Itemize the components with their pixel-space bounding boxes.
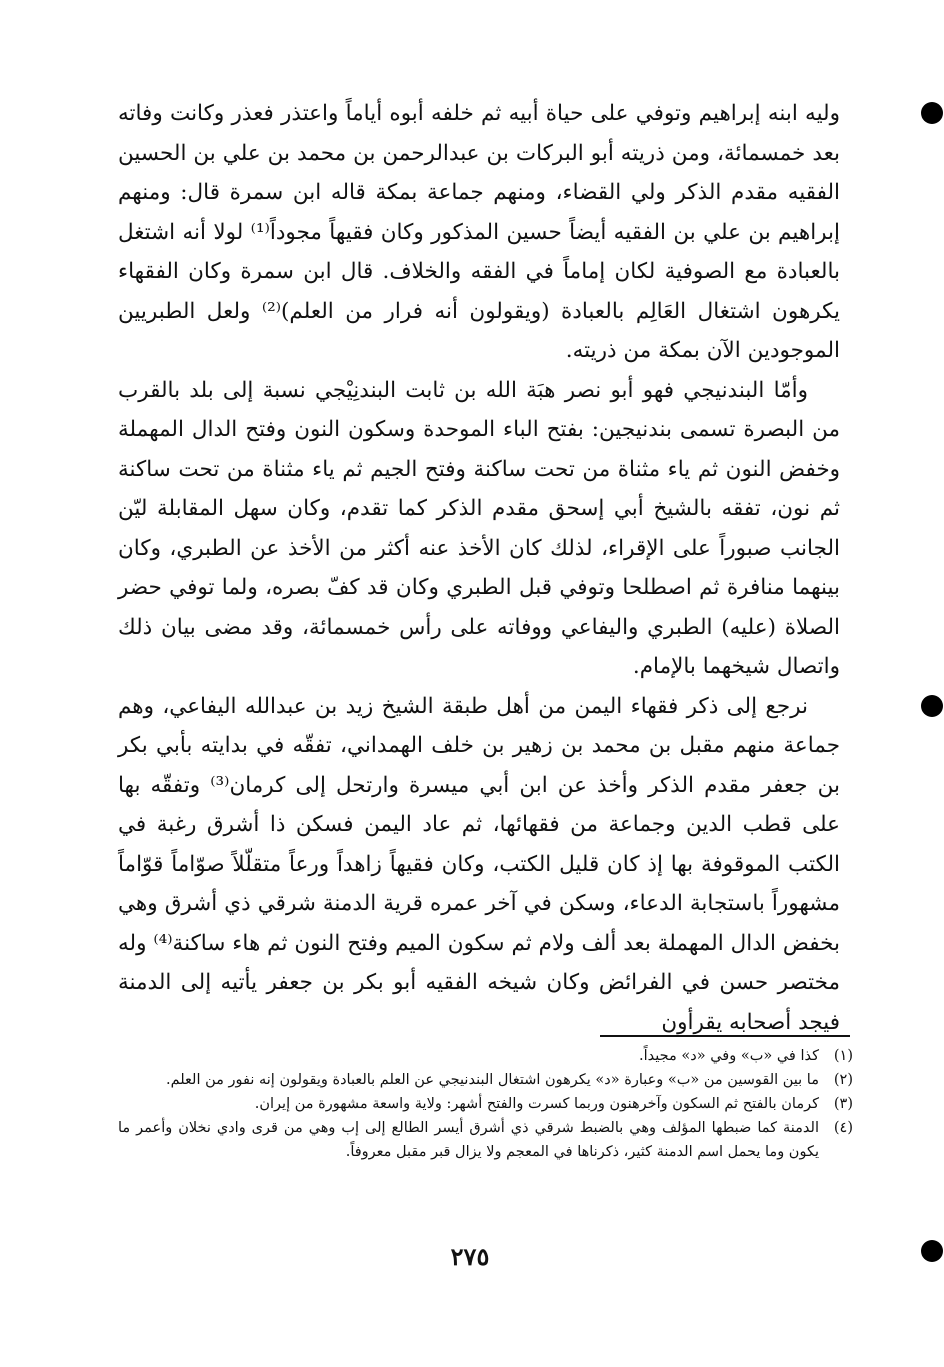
main-text <box>118 94 840 1042</box>
footnote-1 <box>118 1044 853 1068</box>
paragraph-3: نرجع إلى ذكر فقهاء اليمن من أهل طبقة الشيخ زيد بن عبدالله اليفاعي، وهم جماعة منهم مقبل بن محمد بن زهير بن خلف الهمداني، تفقّه في بدايته بأبي بكر بن جعفر مقدم الذكر وأخذ عن ابن أبي ميسرة وارتحل إلى كرمان⁽³⁾ وتفقّه بها على قطب الدين وجماعة من فقهائها، ثم عاد اليمن فسكن ذا أشرق رغبة في الكتب الموقوفة بها إذ كان قليل الكتب، وكان فقيهاً زاهداً ورعاً متقلّلاً صوّاماً قوّاماً مشهوراً باستجابة الدعاء، وسكن في آخر عمره قرية الدمنة شرقي ذي أشرق وهي بخفض الدال المهملة بعد ألف ولام ثم سكون الميم وفتح النون ثم هاء ساكنة⁽⁴⁾ وله مختصر حسن في الفرائض وكان شيخه الفقيه أبو بكر بن جعفر يأتيه إلى الدمنة فيجد أصحابه يقرأون <box>118 693 841 1035</box>
footnote-text: ما بين القوسين من «ب» وعبارة «د» يكرهون اشتغال البندنيجي عن العلم بالعبادة ويقولون إنه نفور من العلم. <box>166 1072 819 1088</box>
footnote-separator <box>600 1035 850 1037</box>
footnote-3 <box>118 1092 853 1116</box>
margin-dot-top <box>921 102 943 124</box>
footnote-4 <box>118 1116 853 1164</box>
footnote-2 <box>118 1068 853 1092</box>
footnote-number: (٤) <box>833 1120 853 1136</box>
margin-dot-bottom <box>921 1240 943 1262</box>
paragraph-2: وأمّا البندنيجي فهو أبو نصر هبَة الله بن ثابت البندنِيْجي نسبة إلى بلد بالقرب من البصرة تسمى بندنيجين: بفتح الباء الموحدة وسكون النون وفتح الدال المهملة وخفض النون ثم ياء مثناة من تحت ساكنة وفتح الجيم ثم ياء مثناة من تحت ساكنة ثم نون، تفقه بالشيخ أبي إسحق مقدم الذكر كما تقدم، وكان سهل المقابلة ليّن الجانب صبوراً على الإقراء، لذلك كان الأخذ عنه أكثر من الأخذ عن الطبري، وكان بينهما منافرة ثم اصطلحا وتوفي قبل الطبري وكان قد كفّ بصره، ولما توفي حضر الصلاة (عليه) الطبري واليفاعي ووفاته على رأس خمسمائة، وقد مضى بيان ذلك واتصال شيخهما بالإمام. <box>118 377 840 679</box>
footnote-text: كرمان بالفتح ثم السكون وآخرهنون وربما كسرت والفتح أشهر: ولاية واسعة مشهورة من إيران. <box>254 1096 819 1112</box>
footnotes <box>118 1044 853 1164</box>
margin-dot-middle <box>921 695 943 717</box>
footnote-text: كذا في «ب» وفي «د» مجيداً. <box>639 1048 819 1064</box>
footnote-number: (٣) <box>833 1096 853 1112</box>
paragraph-1: وليه ابنه إبراهيم وتوفي على حياة أبيه ثم خلفه أبوه أياماً واعتذر فعذر وكانت وفاته بعد خمسمائة، ومن ذريته أبو البركات بن عبدالرحمن بن محمد بن علي بن الحسين الفقيه مقدم الذكر ولي القضاء، ومنهم جماعة بمكة قاله ابن سمرة قال: ومنهم إبراهيم بن علي بن الفقيه أيضاً حسين المذكور وكان فقيهاً مجوداً⁽¹⁾ لولا أنه اشتغل بالعبادة مع الصوفية لكان إماماً في الفقه والخلاف. قال ابن سمرة وكان الفقهاء يكرهون اشتغال العَالِم بالعبادة (ويقولون أنه فرار من العلم)⁽²⁾ ولعل الطبريين الموجودين الآن بمكة من ذريته. <box>118 101 841 363</box>
footnote-text: الدمنة كما ضبطها المؤلف وهي بالضبط شرقي ذي أشرق أيسر الطالع إلى إب وهي من قرى وادي نخلان وأعمر ما يكون وما يحمل اسم الدمنة كثير، ذكرناها في المعجم ولا يزال قبر مقبل معروفاً. <box>118 1120 819 1160</box>
footnote-number: (١) <box>833 1048 853 1064</box>
page-number: ٢٧٥ <box>450 1242 490 1271</box>
footnote-number: (٢) <box>833 1072 853 1088</box>
